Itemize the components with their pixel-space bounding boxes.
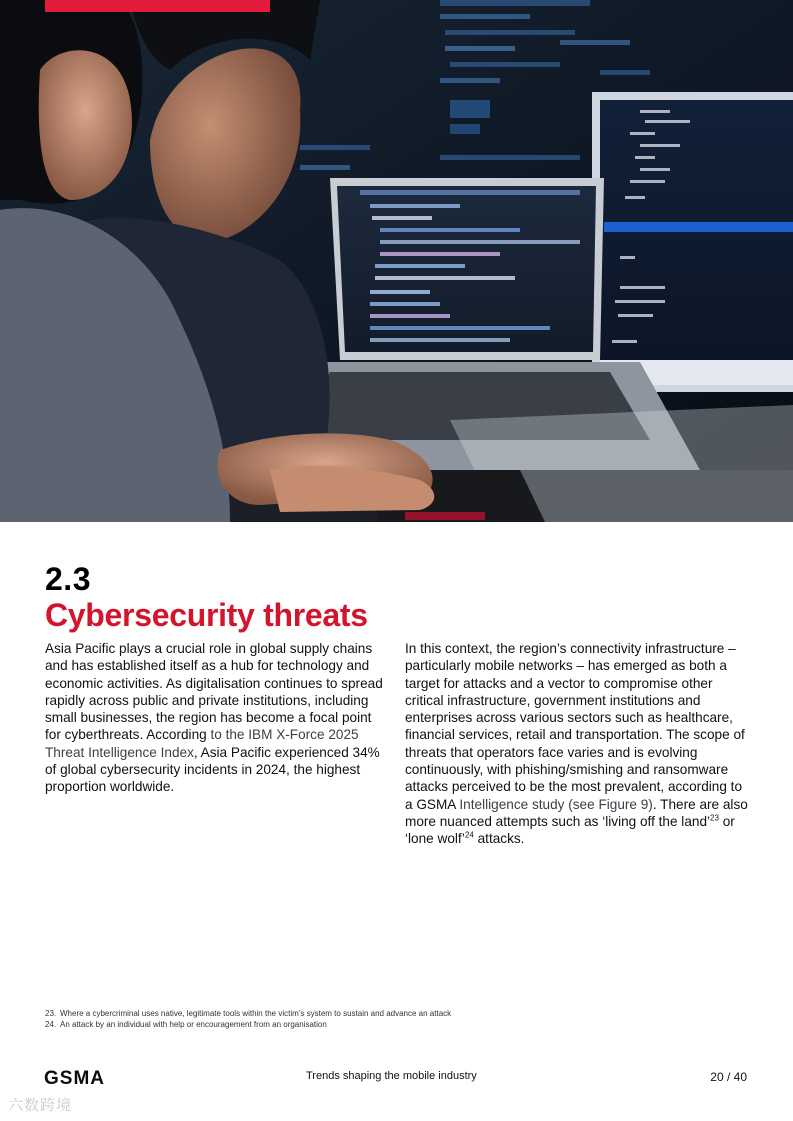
footnote-ref[interactable]: 23 <box>710 813 719 823</box>
body-column-left <box>45 640 390 796</box>
hero-photo <box>0 0 793 522</box>
text-run: or ‘lone wolf’ <box>405 813 735 847</box>
text-run: . There are also more nuanced attempts such as ‘living off the land’ <box>405 796 748 829</box>
footnote-text: Where a cybercriminal uses native, legitimate tools within the victim’s system to sustain and advance an attack <box>60 1009 452 1018</box>
accent-bar <box>45 0 270 12</box>
document-title: Trends shaping the mobile industry <box>306 1070 477 1082</box>
gsma-logo: GSMA <box>44 1068 105 1089</box>
footnote-text: An attack by an individual with help or encouragement from an organisation <box>60 1020 327 1029</box>
section-title: Cybersecurity threats <box>45 597 368 633</box>
figure-link[interactable]: Intelligence study (see Figure 9) <box>459 796 653 812</box>
photo-people-coding-illustration <box>0 0 793 522</box>
watermark: 六数跨境 <box>8 1097 73 1114</box>
footnote <box>45 1019 451 1030</box>
paragraph <box>405 640 750 848</box>
footnote-number: 23. <box>45 1009 57 1018</box>
text-run: Asia Pacific plays a crucial role in global supply chains and has established itself as a hub for technology and economic activities. As digitalisation continues to spread rapidly across public and private institutions, including small businesses, the region has become a focal point for cyberthreats. According <box>45 641 383 743</box>
section-number: 2.3 <box>45 561 91 597</box>
page-number: 20 / 40 <box>710 1070 747 1084</box>
text-run: attacks. <box>473 831 525 847</box>
footnote-number: 24. <box>45 1020 57 1029</box>
paragraph <box>45 640 390 796</box>
text-run: In this context, the region’s connectivity infrastructure – particularly mobile networks – has emerged as both a target for attacks and a vector to compromise other critical infrastructure, government institutions and enterprises across various sectors such as healthcare, financial services, retail and transportation. The scope of threats that operators face varies and is evolving continuously, with phishing/smishing and ransomware attacks perceived to be the most prevalent, according to a GSMA <box>405 641 745 812</box>
footnote <box>45 1008 451 1019</box>
footnote-ref[interactable]: 24 <box>464 830 474 840</box>
text-run: , Asia Pacific experienced 34% of global cybersecurity incidents in 2024, the highest proportion worldwide. <box>45 744 380 795</box>
body-column-right <box>405 640 750 848</box>
report-link[interactable]: to the IBM X-Force 2025 Threat Intelligence Index <box>45 727 359 760</box>
footnotes <box>45 1008 451 1030</box>
